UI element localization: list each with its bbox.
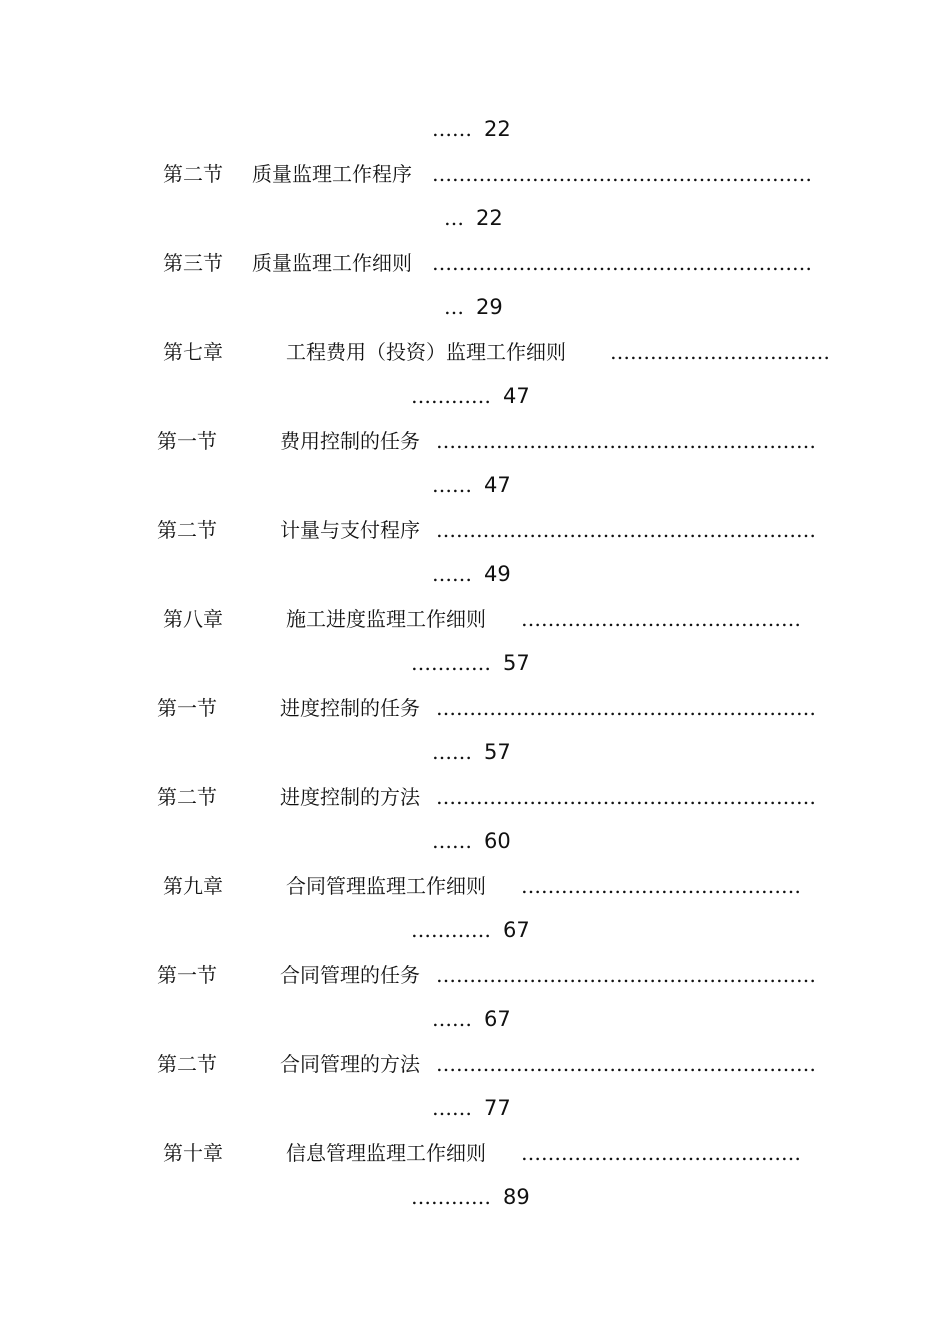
page-number: 67 — [484, 1007, 511, 1031]
page-number: 77 — [484, 1096, 511, 1120]
leader-dots: ………………………………………………… — [436, 429, 816, 453]
toc-continuation — [411, 651, 530, 675]
toc-entry-title: 工程费用（投资）监理工作细则 — [286, 340, 566, 364]
page-number: 47 — [503, 384, 530, 408]
page-number: 67 — [503, 918, 530, 942]
leader-dots: ………………………………………………… — [436, 696, 816, 720]
leader-dots: …… — [432, 562, 472, 586]
toc-entry[interactable] — [0, 696, 950, 720]
toc-entry[interactable] — [0, 1052, 950, 1076]
toc-entry-label: 第一节 — [157, 696, 217, 720]
toc-entry-title: 计量与支付程序 — [280, 518, 420, 542]
leader-dots: ………………………………………………… — [436, 1052, 816, 1076]
toc-entry-label: 第九章 — [163, 874, 223, 898]
toc-entry-title: 合同管理的方法 — [280, 1052, 420, 1076]
toc-entry-title: 质量监理工作程序 — [252, 162, 412, 186]
toc-entry-label: 第七章 — [163, 340, 223, 364]
leader-dots: …… — [432, 473, 472, 497]
toc-entry[interactable] — [0, 607, 950, 631]
leader-dots: ………………………………………………… — [436, 785, 816, 809]
toc-continuation — [444, 206, 503, 230]
toc-entry-title: 合同管理监理工作细则 — [286, 874, 486, 898]
page-number: 29 — [476, 295, 503, 319]
toc-continuation — [432, 562, 511, 586]
toc-entry[interactable] — [0, 162, 950, 186]
toc-entry[interactable] — [0, 429, 950, 453]
page-number: 57 — [484, 740, 511, 764]
toc-continuation — [411, 1185, 530, 1209]
toc-entry-title: 施工进度监理工作细则 — [286, 607, 486, 631]
toc-entry[interactable] — [0, 874, 950, 898]
toc-continuation — [411, 384, 530, 408]
leader-dots: ………………………………………………… — [436, 518, 816, 542]
leader-dots: …… — [432, 740, 472, 764]
toc-continuation — [432, 740, 511, 764]
toc-continuation — [432, 117, 511, 141]
page-number: 60 — [484, 829, 511, 853]
leader-dots: ………… — [411, 384, 491, 408]
page-number: 89 — [503, 1185, 530, 1209]
toc-entry[interactable] — [0, 785, 950, 809]
toc-entry-label: 第一节 — [157, 429, 217, 453]
leader-dots: …… — [432, 117, 472, 141]
toc-continuation — [432, 829, 511, 853]
toc-entry[interactable] — [0, 251, 950, 275]
leader-dots: … — [444, 295, 464, 319]
leader-dots: …………………………………… — [521, 874, 801, 898]
leader-dots: … — [444, 206, 464, 230]
toc-continuation — [432, 473, 511, 497]
toc-continuation — [432, 1096, 511, 1120]
toc-entry-title: 合同管理的任务 — [280, 963, 420, 987]
toc-entry[interactable] — [0, 1141, 950, 1165]
leader-dots: ………………………………………………… — [432, 251, 812, 275]
toc-entry-title: 质量监理工作细则 — [252, 251, 412, 275]
toc-entry-label: 第一节 — [157, 963, 217, 987]
toc-entry-label: 第三节 — [163, 251, 223, 275]
page-number: 47 — [484, 473, 511, 497]
toc-entry-label: 第八章 — [163, 607, 223, 631]
toc-entry-label: 第二节 — [157, 518, 217, 542]
toc-entry-label: 第二节 — [157, 1052, 217, 1076]
toc-entry-label: 第二节 — [163, 162, 223, 186]
toc-entry-title: 进度控制的方法 — [280, 785, 420, 809]
toc-continuation — [411, 918, 530, 942]
leader-dots: ………… — [411, 651, 491, 675]
toc-entry-label: 第十章 — [163, 1141, 223, 1165]
leader-dots: …………………………………… — [521, 1141, 801, 1165]
leader-dots: ………………………………………………… — [436, 963, 816, 987]
toc-entry-label: 第二节 — [157, 785, 217, 809]
toc-continuation — [432, 1007, 511, 1031]
leader-dots: ………… — [411, 1185, 491, 1209]
toc-entry[interactable] — [0, 340, 950, 364]
toc-entry-title: 费用控制的任务 — [280, 429, 420, 453]
toc-continuation — [444, 295, 503, 319]
toc-entry[interactable] — [0, 963, 950, 987]
leader-dots: ………… — [411, 918, 491, 942]
page-number: 57 — [503, 651, 530, 675]
leader-dots: …… — [432, 1096, 472, 1120]
toc-entry[interactable] — [0, 518, 950, 542]
leader-dots: …… — [432, 1007, 472, 1031]
page-number: 22 — [476, 206, 503, 230]
toc-entry-title: 进度控制的任务 — [280, 696, 420, 720]
leader-dots: ………………………………………………… — [432, 162, 812, 186]
leader-dots: …… — [432, 829, 472, 853]
leader-dots: …………………………… — [610, 340, 830, 364]
page-number: 49 — [484, 562, 511, 586]
leader-dots: …………………………………… — [521, 607, 801, 631]
page-number: 22 — [484, 117, 511, 141]
toc-entry-title: 信息管理监理工作细则 — [286, 1141, 486, 1165]
